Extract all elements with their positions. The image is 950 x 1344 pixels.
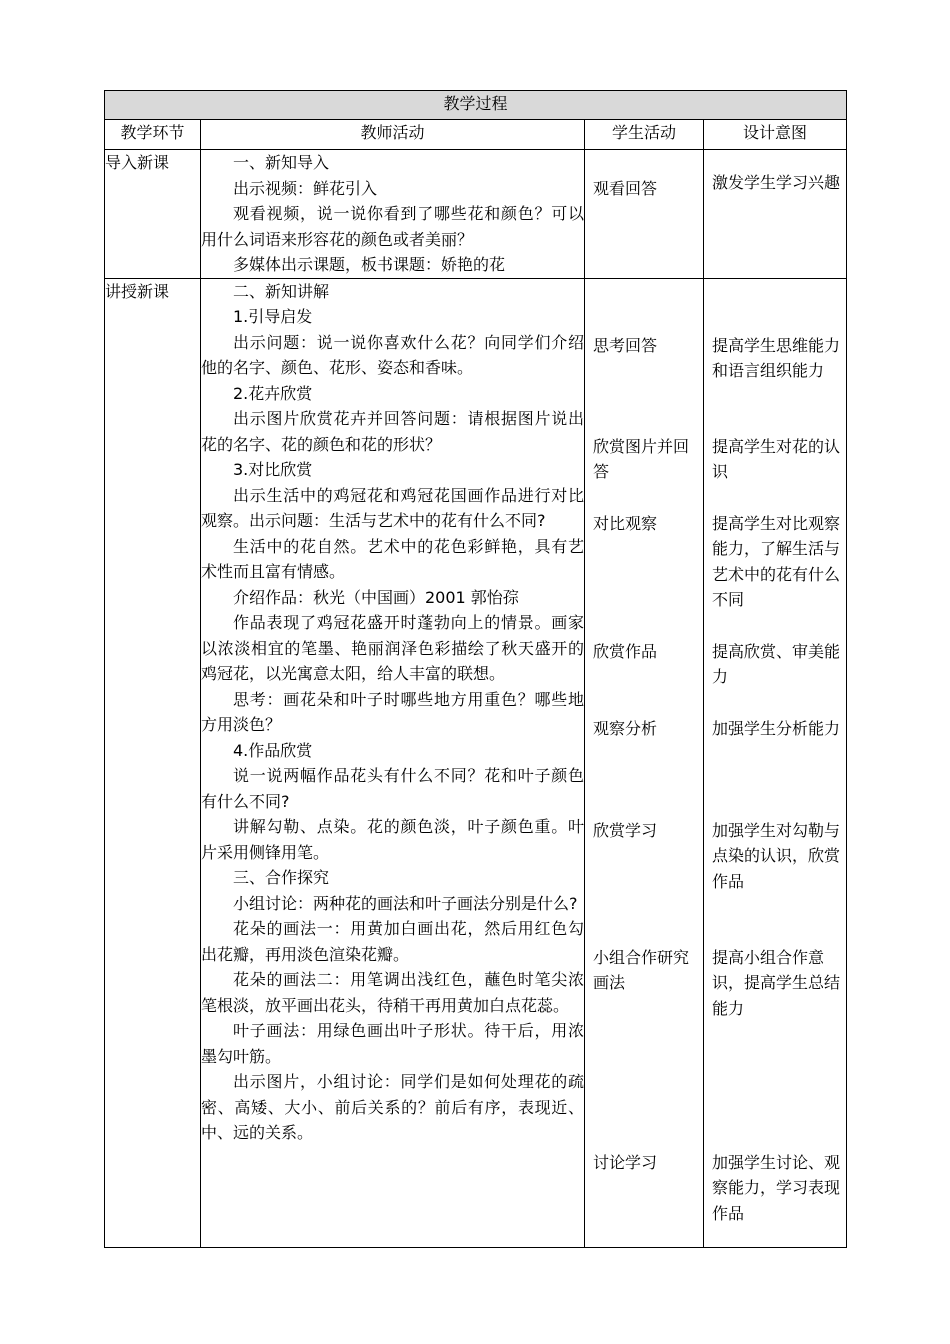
teacher-paragraph: 讲解勾勒、点染。花的颜色淡，叶子颜色重。叶片采用侧锋用笔。 xyxy=(201,817,584,862)
teaching-process-table xyxy=(104,90,847,1248)
teacher-paragraph: 说一说两幅作品花头有什么不同？花和叶子颜色有什么不同? xyxy=(201,766,584,811)
design-intent: 提高学生对花的认识 xyxy=(712,436,841,481)
teacher-paragraph: 花朵的画法一：用黄加白画出花，然后用红色勾出花瓣，再用淡色渲染花瓣。 xyxy=(201,919,584,964)
teacher-paragraph: 出示视频：鲜花引入 xyxy=(233,178,378,198)
table-row xyxy=(105,278,847,1247)
student-activity: 欣赏作品 xyxy=(593,641,658,661)
teacher-paragraph: 二、新知讲解 xyxy=(233,281,330,301)
table-title: 教学过程 xyxy=(105,91,847,120)
table-row xyxy=(105,150,847,279)
teacher-paragraph: 介绍作品：秋光（中国画）2001 郭怡孮 xyxy=(233,587,519,607)
student-activity: 讨论学习 xyxy=(593,1152,658,1172)
design-intent: 加强学生对勾勒与点染的认识，欣赏作品 xyxy=(712,820,841,891)
teacher-paragraph: 观看视频，说一说你看到了哪些花和颜色？可以用什么词语来形容花的颜色或者美丽？ xyxy=(201,204,584,249)
teacher-paragraph: 叶子画法：用绿色画出叶子形状。待干后，用浓墨勾叶筋。 xyxy=(201,1021,584,1066)
teacher-paragraph: 1.引导启发 xyxy=(233,307,313,326)
design-intent: 加强学生分析能力 xyxy=(712,718,841,738)
student-activity: 欣赏图片并回答 xyxy=(593,436,690,481)
student-activity-cell xyxy=(585,278,704,1247)
design-intent: 加强学生讨论、观察能力，学习表现作品 xyxy=(712,1152,841,1223)
design-intent: 提高学生思维能力和语言组织能力 xyxy=(712,335,841,380)
teacher-paragraph: 三、合作探究 xyxy=(233,868,330,887)
teacher-activity-cell xyxy=(201,278,585,1247)
design-intent: 提高学生对比观察能力，了解生活与艺术中的花有什么不同 xyxy=(712,513,841,609)
design-intent: 激发学生学习兴趣 xyxy=(712,173,841,192)
teacher-paragraph: 作品表现了鸡冠花盛开时蓬勃向上的情景。画家以浓淡相宜的笔墨、艳丽润泽色彩描绘了秋天盛开的鸡冠花，以光寓意太阳，给人丰富的联想。 xyxy=(201,613,584,683)
stage-cell: 讲授新课 xyxy=(105,278,201,1247)
student-activity: 小组合作研究画法 xyxy=(593,947,690,992)
teacher-paragraph: 花朵的画法二：用笔调出浅红色，蘸色时笔尖浓笔根淡，放平画出花头，待稍干再用黄加白点花蕊。 xyxy=(201,970,584,1015)
design-intent-cell xyxy=(704,150,847,279)
teacher-paragraph: 4.作品欣赏 xyxy=(233,740,313,760)
teacher-paragraph: 出示图片，小组讨论：同学们是如何处理花的疏密、高矮、大小、前后关系的？前后有序，表现近、中、远的关系。 xyxy=(201,1072,584,1142)
student-activity: 思考回答 xyxy=(593,335,658,355)
student-activity-cell xyxy=(585,150,704,279)
header-stage: 教学环节 xyxy=(105,120,201,150)
teacher-paragraph: 出示生活中的鸡冠花和鸡冠花国画作品进行对比观察。出示问题：生活与艺术中的花有什么不同? xyxy=(201,485,584,530)
design-intent-cell xyxy=(704,278,847,1247)
student-activity: 观察分析 xyxy=(593,718,658,738)
teacher-paragraph: 思考：画花朵和叶子时哪些地方用重色？哪些地方用淡色？ xyxy=(201,689,584,734)
header-student-activity: 学生活动 xyxy=(585,120,704,150)
teacher-paragraph: 一、新知导入 xyxy=(233,153,330,172)
design-intent: 提高欣赏、审美能力 xyxy=(712,641,841,686)
teacher-paragraph: 生活中的花自然。艺术中的花色彩鲜艳，具有艺术性而且富有情感。 xyxy=(201,536,584,581)
teacher-paragraph: 多媒体出示课题，板书课题：娇艳的花 xyxy=(233,255,506,274)
teacher-paragraph: 出示问题：说一说你喜欢什么花？向同学们介绍他的名字、颜色、花形、姿态和香味。 xyxy=(201,332,584,377)
header-teacher-activity: 教师活动 xyxy=(201,120,585,150)
header-design-intent: 设计意图 xyxy=(704,120,847,150)
design-intent: 提高小组合作意识，提高学生总结能力 xyxy=(712,947,841,1018)
teacher-activity-cell xyxy=(201,150,585,279)
student-activity: 欣赏学习 xyxy=(593,820,658,840)
student-activity: 对比观察 xyxy=(593,513,658,533)
teacher-paragraph: 小组讨论：两种花的画法和叶子画法分别是什么? xyxy=(233,893,578,913)
stage-cell: 导入新课 xyxy=(105,150,201,279)
student-activity: 观看回答 xyxy=(593,179,658,198)
teacher-paragraph: 3.对比欣赏 xyxy=(233,460,313,479)
teacher-paragraph: 2.花卉欣赏 xyxy=(233,383,313,403)
teacher-paragraph: 出示图片欣赏花卉并回答问题：请根据图片说出花的名字、花的颜色和花的形状？ xyxy=(201,409,584,454)
